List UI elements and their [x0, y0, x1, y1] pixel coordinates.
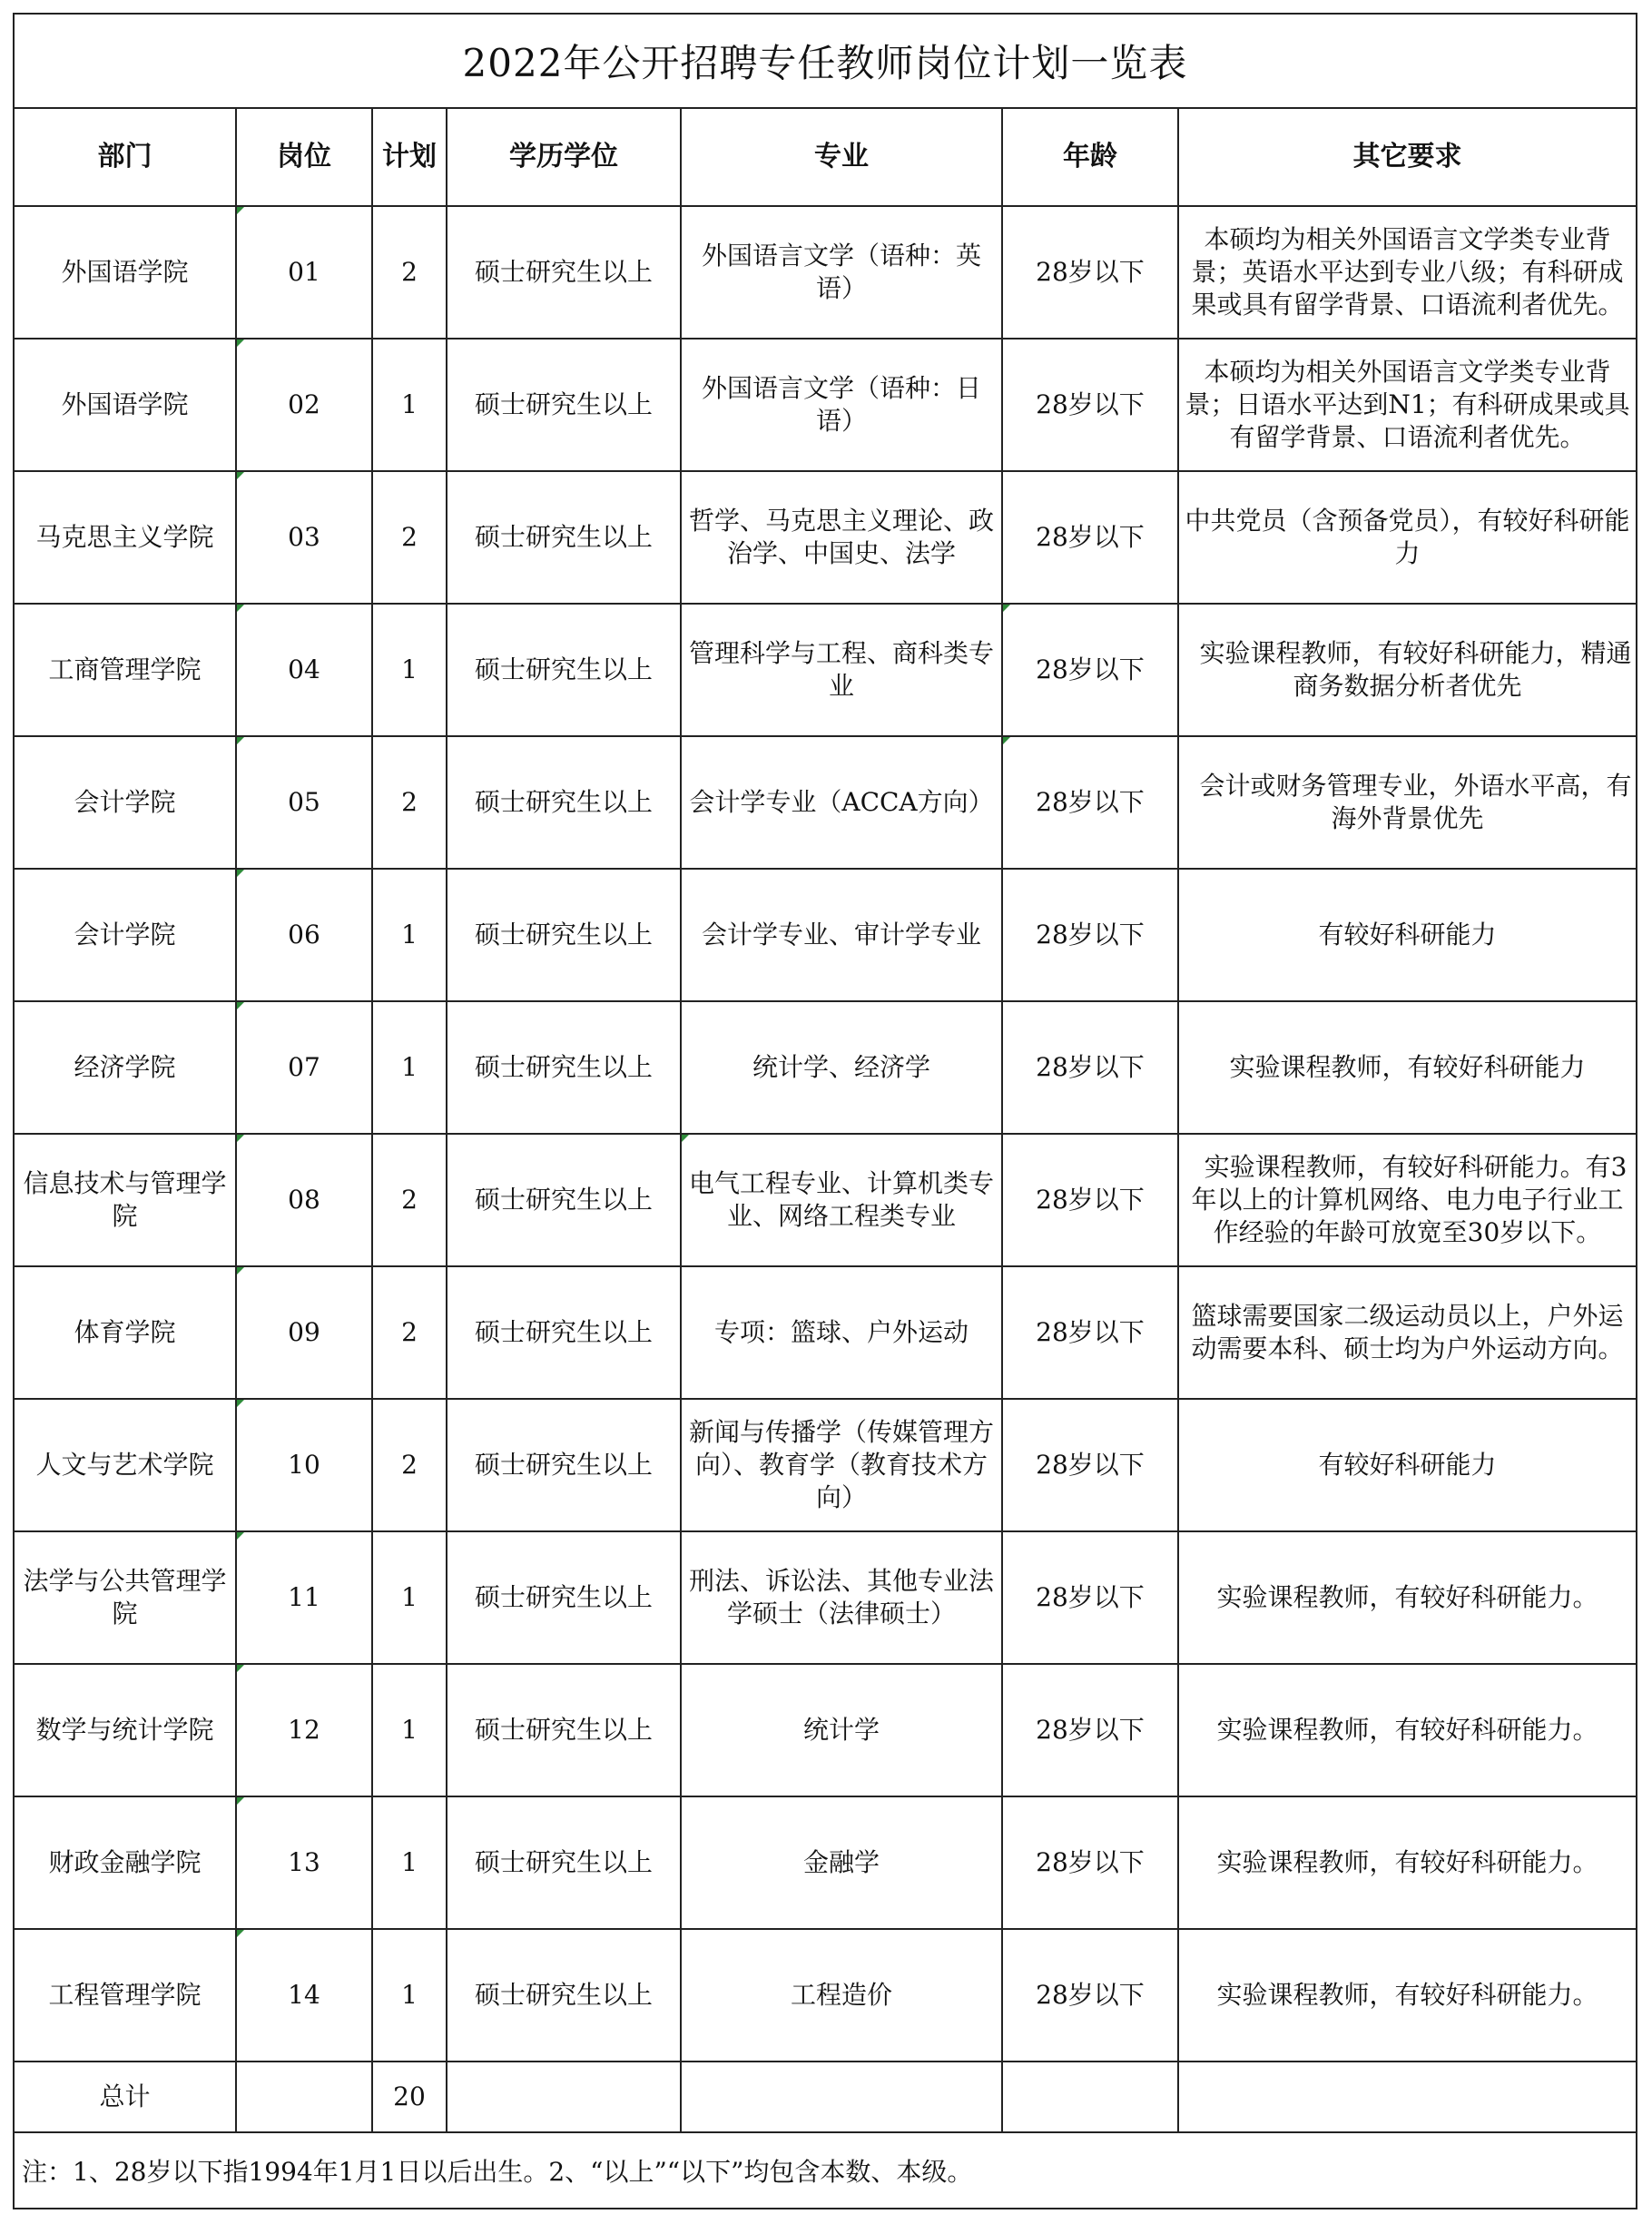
cell-age[interactable]: 28岁以下 [1002, 1531, 1178, 1664]
cell-education[interactable]: 硕士研究生以上 [447, 1134, 681, 1266]
cell-department[interactable]: 经济学院 [15, 1001, 236, 1134]
cell-post[interactable]: 09 [236, 1266, 372, 1399]
header-post: 岗位 [236, 109, 372, 206]
cell-plan[interactable]: 1 [372, 339, 447, 471]
cell-department[interactable]: 会计学院 [15, 869, 236, 1001]
cell-major[interactable]: 专项：篮球、户外运动 [681, 1266, 1002, 1399]
table-title: 2022年公开招聘专任教师岗位计划一览表 [15, 15, 1636, 109]
cell-major[interactable]: 新闻与传播学（传媒管理方向）、教育学（教育技术方向） [681, 1399, 1002, 1531]
cell-department[interactable]: 数学与统计学院 [15, 1664, 236, 1796]
cell-age[interactable]: 28岁以下 [1002, 604, 1178, 736]
cell-total-plan[interactable]: 20 [372, 2062, 447, 2132]
cell-major[interactable]: 刑法、诉讼法、其他专业法学硕士（法律硕士） [681, 1531, 1002, 1664]
cell-department[interactable]: 外国语学院 [15, 206, 236, 339]
cell-major[interactable]: 管理科学与工程、商科类专业 [681, 604, 1002, 736]
cell-other-requirements[interactable]: 实验课程教师，有较好科研能力 [1178, 1001, 1636, 1134]
cell-major[interactable]: 电气工程专业、计算机类专业、网络工程类专业 [681, 1134, 1002, 1266]
cell-plan[interactable]: 2 [372, 1399, 447, 1531]
spreadsheet-sheet [13, 13, 1637, 2209]
cell-education[interactable]: 硕士研究生以上 [447, 736, 681, 869]
table-row [15, 736, 1636, 869]
table-row [15, 1531, 1636, 1664]
cell-post[interactable]: 13 [236, 1796, 372, 1929]
cell-other-requirements[interactable]: 有较好科研能力 [1178, 869, 1636, 1001]
cell-post[interactable]: 06 [236, 869, 372, 1001]
table-row [15, 604, 1636, 736]
cell-post[interactable]: 02 [236, 339, 372, 471]
header-age: 年龄 [1002, 109, 1178, 206]
header-major: 专业 [681, 109, 1002, 206]
cell-age[interactable]: 28岁以下 [1002, 1001, 1178, 1134]
cell-age[interactable]: 28岁以下 [1002, 206, 1178, 339]
table-row [15, 1134, 1636, 1266]
table-row [15, 869, 1636, 1001]
cell-plan[interactable]: 1 [372, 1664, 447, 1796]
total-row [15, 2062, 1636, 2132]
cell-plan[interactable]: 2 [372, 206, 447, 339]
cell-age[interactable]: 28岁以下 [1002, 1796, 1178, 1929]
cell-education[interactable]: 硕士研究生以上 [447, 1531, 681, 1664]
cell-education[interactable]: 硕士研究生以上 [447, 1266, 681, 1399]
cell-department[interactable]: 工商管理学院 [15, 604, 236, 736]
cell-plan[interactable]: 2 [372, 471, 447, 604]
cell-age[interactable]: 28岁以下 [1002, 1266, 1178, 1399]
cell-age[interactable]: 28岁以下 [1002, 1399, 1178, 1531]
cell-empty[interactable] [1178, 2062, 1636, 2132]
table-row [15, 1399, 1636, 1531]
cell-department[interactable]: 法学与公共管理学院 [15, 1531, 236, 1664]
cell-department[interactable]: 工程管理学院 [15, 1929, 236, 2062]
cell-department[interactable]: 马克思主义学院 [15, 471, 236, 604]
cell-plan[interactable]: 1 [372, 1531, 447, 1664]
cell-major[interactable]: 统计学 [681, 1664, 1002, 1796]
cell-age[interactable]: 28岁以下 [1002, 1664, 1178, 1796]
cell-post[interactable]: 04 [236, 604, 372, 736]
cell-plan[interactable]: 2 [372, 1134, 447, 1266]
cell-age[interactable]: 28岁以下 [1002, 471, 1178, 604]
cell-education[interactable]: 硕士研究生以上 [447, 1796, 681, 1929]
cell-empty[interactable] [236, 2062, 372, 2132]
cell-other-requirements[interactable]: 中共党员（含预备党员），有较好科研能力 [1178, 471, 1636, 604]
cell-post[interactable]: 12 [236, 1664, 372, 1796]
table-row [15, 471, 1636, 604]
cell-major[interactable]: 工程造价 [681, 1929, 1002, 2062]
cell-major[interactable]: 统计学、经济学 [681, 1001, 1002, 1134]
cell-age[interactable]: 28岁以下 [1002, 339, 1178, 471]
cell-age[interactable]: 28岁以下 [1002, 736, 1178, 869]
table-row [15, 1664, 1636, 1796]
cell-plan[interactable]: 1 [372, 604, 447, 736]
cell-other-requirements[interactable]: 实验课程教师，有较好科研能力。 [1178, 1531, 1636, 1664]
cell-education[interactable]: 硕士研究生以上 [447, 1001, 681, 1134]
cell-major[interactable]: 哲学、马克思主义理论、政治学、中国史、法学 [681, 471, 1002, 604]
cell-plan[interactable]: 1 [372, 869, 447, 1001]
cell-department[interactable]: 会计学院 [15, 736, 236, 869]
cell-post[interactable]: 01 [236, 206, 372, 339]
cell-education[interactable]: 硕士研究生以上 [447, 1664, 681, 1796]
cell-other-requirements[interactable]: 本硕均为相关外国语言文学类专业背景；日语水平达到N1；有科研成果或具有留学背景、口语流利者优先。 [1178, 339, 1636, 471]
cell-major[interactable]: 外国语言文学（语种：日语） [681, 339, 1002, 471]
cell-post[interactable]: 03 [236, 471, 372, 604]
cell-department[interactable]: 财政金融学院 [15, 1796, 236, 1929]
cell-education[interactable]: 硕士研究生以上 [447, 1929, 681, 2062]
header-education: 学历学位 [447, 109, 681, 206]
cell-other-requirements[interactable]: 实验课程教师，有较好科研能力。 [1178, 1929, 1636, 2062]
header-other-requirements: 其它要求 [1178, 109, 1636, 206]
cell-major[interactable]: 会计学专业（ACCA方向） [681, 736, 1002, 869]
cell-other-requirements[interactable]: 本硕均为相关外国语言文学类专业背景；英语水平达到专业八级；有科研成果或具有留学背景、口语流利者优先。 [1178, 206, 1636, 339]
cell-other-requirements[interactable]: 会计或财务管理专业，外语水平高，有海外背景优先 [1178, 736, 1636, 869]
cell-major[interactable]: 金融学 [681, 1796, 1002, 1929]
header-plan: 计划 [372, 109, 447, 206]
cell-other-requirements[interactable]: 实验课程教师，有较好科研能力，精通商务数据分析者优先 [1178, 604, 1636, 736]
cell-post[interactable]: 08 [236, 1134, 372, 1266]
cell-empty[interactable] [681, 2062, 1002, 2132]
cell-post[interactable]: 10 [236, 1399, 372, 1531]
cell-post[interactable]: 07 [236, 1001, 372, 1134]
cell-post[interactable]: 05 [236, 736, 372, 869]
footnote: 注：1、28岁以下指1994年1月1日以后出生。2、“以上”“以下”均包含本数、本级。 [22, 2157, 973, 2187]
cell-age[interactable]: 28岁以下 [1002, 869, 1178, 1001]
table-row [15, 1001, 1636, 1134]
cell-education[interactable]: 硕士研究生以上 [447, 471, 681, 604]
recruitment-plan-table [15, 109, 1636, 2133]
cell-plan[interactable]: 1 [372, 1796, 447, 1929]
cell-education[interactable]: 硕士研究生以上 [447, 869, 681, 1001]
cell-major[interactable]: 会计学专业、审计学专业 [681, 869, 1002, 1001]
cell-other-requirements[interactable]: 实验课程教师，有较好科研能力。有3年以上的计算机网络、电力电子行业工作经验的年龄可放宽至30岁以下。 [1178, 1134, 1636, 1266]
table-row [15, 1929, 1636, 2062]
table-row [15, 1796, 1636, 1929]
cell-other-requirements[interactable]: 实验课程教师，有较好科研能力。 [1178, 1796, 1636, 1929]
cell-other-requirements[interactable]: 篮球需要国家二级运动员以上，户外运动需要本科、硕士均为户外运动方向。 [1178, 1266, 1636, 1399]
cell-department[interactable]: 体育学院 [15, 1266, 236, 1399]
cell-education[interactable]: 硕士研究生以上 [447, 604, 681, 736]
cell-department[interactable]: 人文与艺术学院 [15, 1399, 236, 1531]
cell-education[interactable]: 硕士研究生以上 [447, 339, 681, 471]
cell-other-requirements[interactable]: 有较好科研能力 [1178, 1399, 1636, 1531]
cell-plan[interactable]: 1 [372, 1929, 447, 2062]
cell-empty[interactable] [447, 2062, 681, 2132]
cell-department[interactable]: 外国语学院 [15, 339, 236, 471]
cell-plan[interactable]: 2 [372, 736, 447, 869]
cell-education[interactable]: 硕士研究生以上 [447, 1399, 681, 1531]
cell-education[interactable]: 硕士研究生以上 [447, 206, 681, 339]
cell-post[interactable]: 11 [236, 1531, 372, 1664]
table-row [15, 1266, 1636, 1399]
cell-plan[interactable]: 1 [372, 1001, 447, 1134]
cell-empty[interactable] [1002, 2062, 1178, 2132]
cell-age[interactable]: 28岁以下 [1002, 1929, 1178, 2062]
cell-other-requirements[interactable]: 实验课程教师，有较好科研能力。 [1178, 1664, 1636, 1796]
cell-post[interactable]: 14 [236, 1929, 372, 2062]
cell-age[interactable]: 28岁以下 [1002, 1134, 1178, 1266]
table-row [15, 339, 1636, 471]
cell-department[interactable]: 信息技术与管理学院 [15, 1134, 236, 1266]
cell-major[interactable]: 外国语言文学（语种：英语） [681, 206, 1002, 339]
cell-plan[interactable]: 2 [372, 1266, 447, 1399]
header-row [15, 109, 1636, 206]
header-department: 部门 [15, 109, 236, 206]
table-row [15, 206, 1636, 339]
cell-total-label[interactable]: 总计 [15, 2062, 236, 2132]
